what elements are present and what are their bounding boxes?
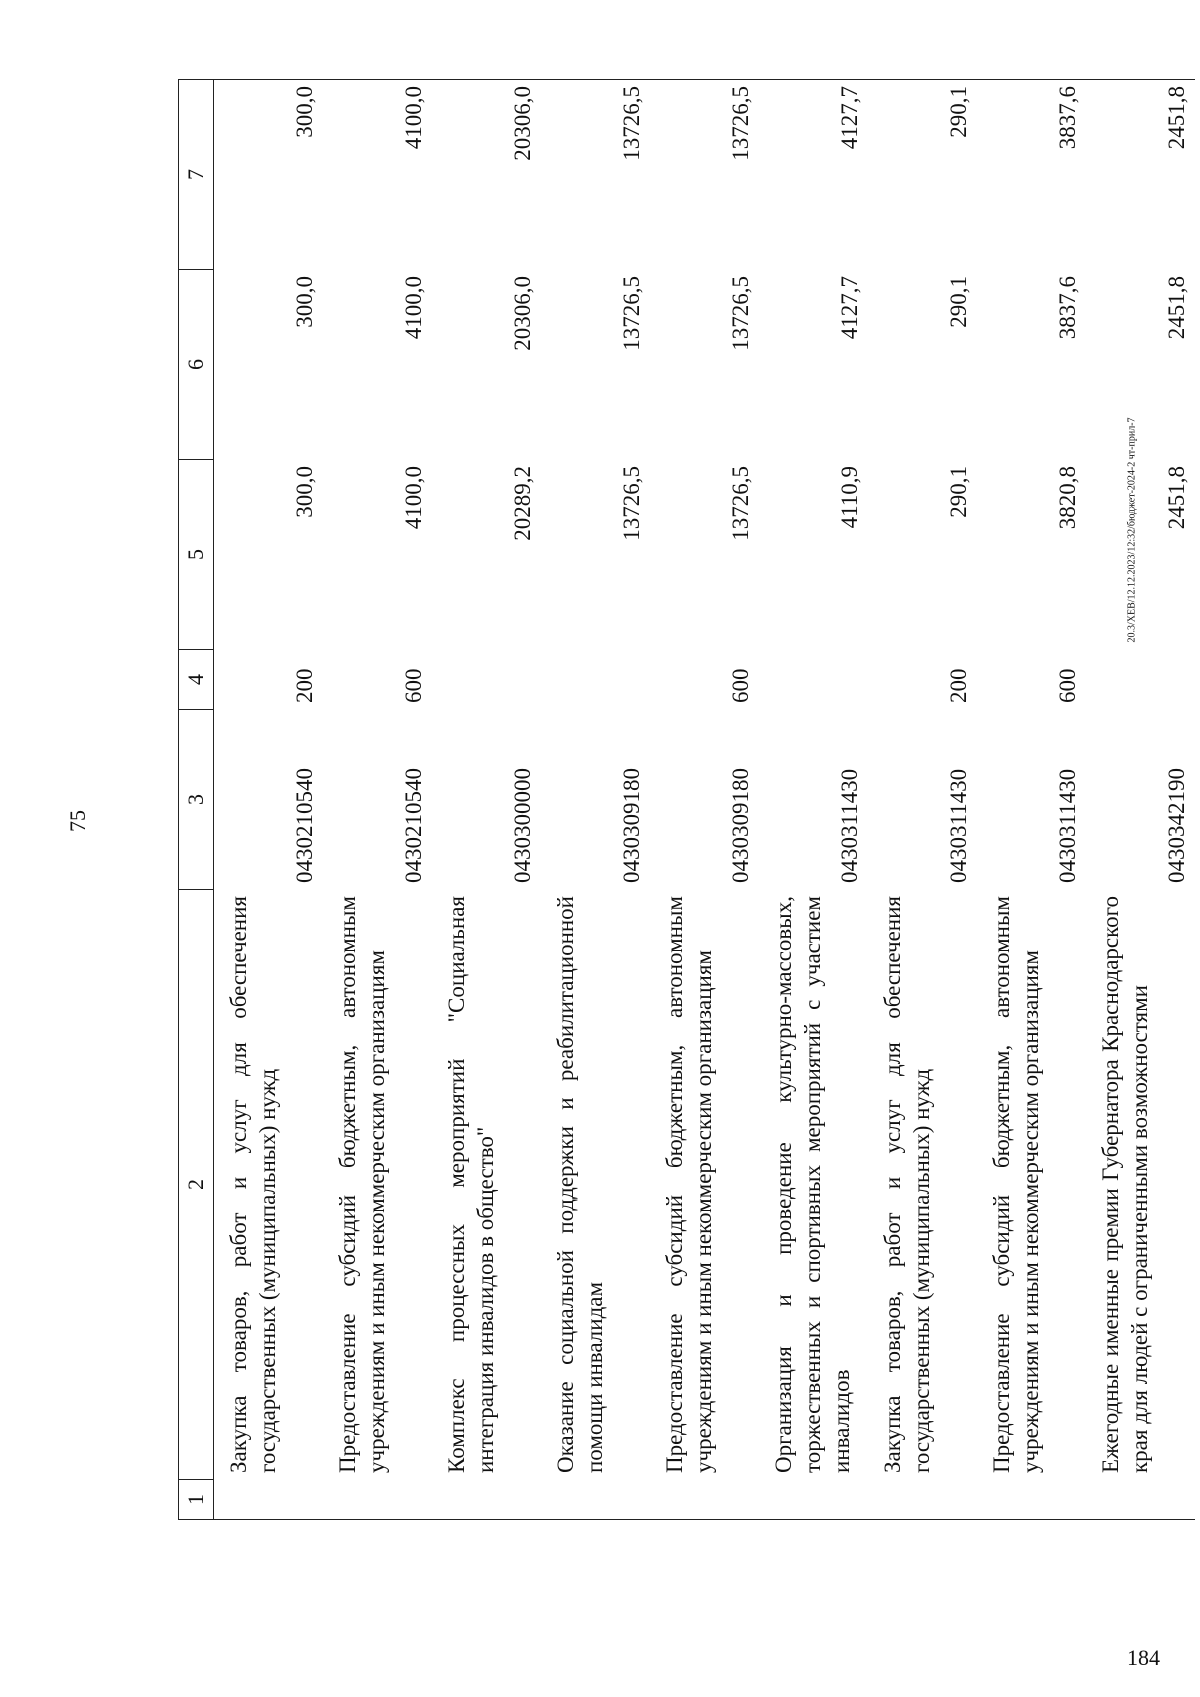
cell-name: Закупка товаров, работ и услуг для обеспечения государственных (муниципальных) нужд bbox=[880, 896, 934, 1473]
cell-code: 0430342190 bbox=[1164, 768, 1189, 883]
header-col-4: 4 bbox=[179, 650, 214, 710]
cell-name: Закупка товаров, работ и услуг для обеспечения государственных (муниципальных) нужд bbox=[226, 896, 280, 1473]
sheet-number: 184 bbox=[1127, 1645, 1160, 1670]
cell-name: Оказание социальной поддержки и реабилитационной помощи инвалидам bbox=[553, 896, 607, 1473]
table-row bbox=[977, 80, 1086, 1520]
document-footer-code: 20.3/XEB/12.12.2023/12:32/бюджет-2024-2 чт-прил-7 bbox=[1126, 417, 1138, 643]
cell-value-7: 300,0 bbox=[214, 80, 324, 270]
cell-value-7: 4127,7 bbox=[759, 80, 868, 270]
cell-value-5: 4110,9 bbox=[837, 466, 862, 529]
table-row bbox=[214, 80, 324, 1520]
cell-value-6: 4100,0 bbox=[401, 276, 426, 340]
header-col-7: 7 bbox=[179, 80, 214, 270]
cell-type bbox=[432, 650, 541, 710]
cell-name: Комплекс процессных мероприятий "Социальная интеграция инвалидов в общество" bbox=[444, 896, 498, 1473]
cell-value-6: 300,0 bbox=[292, 276, 317, 328]
cell-value-5: 13726,5 bbox=[619, 466, 644, 541]
cell-type bbox=[1086, 650, 1195, 710]
cell-value-5: 13726,5 bbox=[728, 466, 753, 541]
cell-name: Предоставление субсидий бюджетным, автономным учреждениям и иным некоммерческим организациям bbox=[989, 896, 1043, 1473]
cell-code: 0430210540 bbox=[292, 768, 317, 883]
cell-type bbox=[759, 650, 868, 710]
document-footer-code-anchor bbox=[1126, 417, 1138, 643]
cell-type bbox=[541, 650, 650, 710]
cell-type: 200 bbox=[292, 668, 317, 703]
cell-code: 0430311430 bbox=[837, 768, 862, 883]
cell-value-6: 2451,8 bbox=[1164, 276, 1189, 340]
budget-table bbox=[178, 79, 1195, 1520]
cell-value-7: 13726,5 bbox=[650, 80, 759, 270]
cell-index bbox=[977, 1480, 1086, 1520]
cell-index bbox=[759, 1480, 868, 1520]
cell-value-6: 290,1 bbox=[946, 276, 971, 328]
cell-index bbox=[323, 1480, 432, 1520]
cell-value-5: 2451,8 bbox=[1164, 466, 1189, 530]
cell-value-6: 20306,0 bbox=[510, 276, 535, 351]
cell-code: 0430309180 bbox=[619, 768, 644, 883]
table-row bbox=[541, 80, 650, 1520]
cell-value-6: 4127,7 bbox=[837, 276, 862, 340]
table-row bbox=[432, 80, 541, 1520]
cell-value-7: 4100,0 bbox=[323, 80, 432, 270]
table-row bbox=[868, 80, 977, 1520]
cell-value-6: 13726,5 bbox=[728, 276, 753, 351]
cell-value-7: 13726,5 bbox=[541, 80, 650, 270]
cell-type: 200 bbox=[946, 668, 971, 703]
cell-code: 0430210540 bbox=[401, 768, 426, 883]
table-row bbox=[650, 80, 759, 1520]
table-row bbox=[1086, 80, 1195, 1520]
cell-code: 0430300000 bbox=[510, 768, 535, 883]
header-col-1: 1 bbox=[179, 1480, 214, 1520]
cell-value-7: 290,1 bbox=[868, 80, 977, 270]
header-col-3: 3 bbox=[179, 710, 214, 890]
cell-value-5: 300,0 bbox=[292, 466, 317, 518]
header-col-6: 6 bbox=[179, 270, 214, 460]
cell-index bbox=[432, 1480, 541, 1520]
cell-name: Предоставление субсидий бюджетным, автономным учреждениям и иным некоммерческим организациям bbox=[335, 896, 389, 1473]
cell-value-7: 3837,6 bbox=[977, 80, 1086, 270]
cell-index bbox=[650, 1480, 759, 1520]
cell-index bbox=[1086, 1480, 1195, 1520]
page-number: 75 bbox=[65, 810, 90, 832]
header-row bbox=[179, 80, 214, 1520]
cell-value-6: 3837,6 bbox=[1055, 276, 1080, 340]
cell-code: 0430311430 bbox=[946, 768, 971, 883]
cell-code: 0430311430 bbox=[1055, 768, 1080, 883]
table-row bbox=[759, 80, 868, 1520]
table-row bbox=[323, 80, 432, 1520]
cell-value-7: 20306,0 bbox=[432, 80, 541, 270]
cell-value-5: 4100,0 bbox=[401, 466, 426, 530]
cell-index bbox=[541, 1480, 650, 1520]
cell-type: 600 bbox=[1055, 668, 1080, 703]
header-col-5: 5 bbox=[179, 460, 214, 650]
cell-value-7: 2451,8 bbox=[1086, 80, 1195, 270]
cell-value-5: 20289,2 bbox=[510, 466, 535, 541]
header-col-2: 2 bbox=[179, 890, 214, 1480]
cell-index bbox=[868, 1480, 977, 1520]
cell-name: Предоставление субсидий бюджетным, автономным учреждениям и иным некоммерческим организациям bbox=[662, 896, 716, 1473]
cell-type: 600 bbox=[728, 668, 753, 703]
cell-value-5: 290,1 bbox=[946, 466, 971, 518]
cell-index bbox=[214, 1480, 324, 1520]
cell-code: 0430309180 bbox=[728, 768, 753, 883]
cell-name: Организация и проведение культурно-массовых, торжественных и спортивных мероприятий с участием инвалидов bbox=[771, 896, 854, 1473]
cell-type: 600 bbox=[401, 668, 426, 703]
cell-value-6: 13726,5 bbox=[619, 276, 644, 351]
cell-name: Ежегодные именные премии Губернатора Краснодарского края для людей с ограниченными возможностями bbox=[1098, 896, 1152, 1473]
cell-value-5: 3820,8 bbox=[1055, 466, 1080, 530]
